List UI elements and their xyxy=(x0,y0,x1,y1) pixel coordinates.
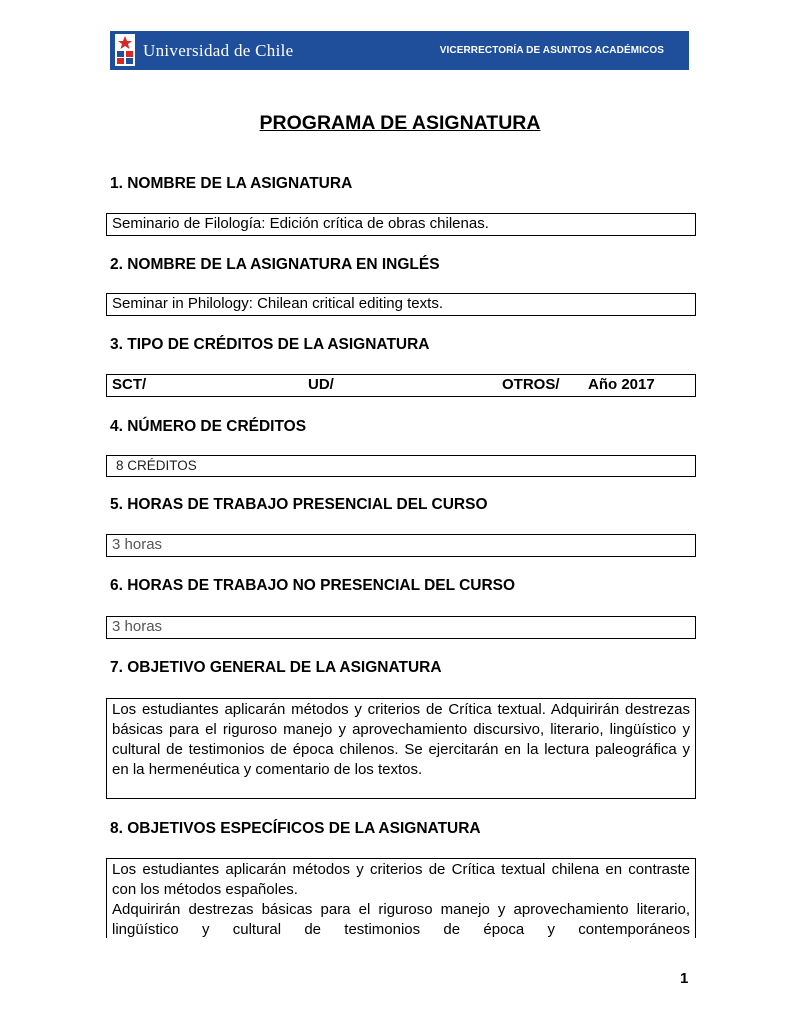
document-title: PROGRAMA DE ASIGNATURA xyxy=(259,112,541,134)
section-2-heading: 2. NOMBRE DE LA ASIGNATURA EN INGLÉS xyxy=(110,256,440,273)
institution-header-banner xyxy=(110,31,689,70)
section-7-heading: 7. OBJETIVO GENERAL DE LA ASIGNATURA xyxy=(110,659,442,676)
section-5-box xyxy=(106,534,696,557)
specific-objectives-paragraph-1: Los estudiantes aplicarán métodos y criterios de Crítica textual chilena en contraste con los métodos españoles. xyxy=(112,861,690,898)
section-4-box xyxy=(106,455,696,477)
ud-label: UD/ xyxy=(308,376,334,393)
vicerrectoria-label: VICERRECTORÍA DE ASUNTOS ACADÉMICOS xyxy=(439,45,664,56)
year-label: Año 2017 xyxy=(588,376,655,393)
section-3-heading: 3. TIPO DE CRÉDITOS DE LA ASIGNATURA xyxy=(110,336,430,353)
general-objective-text: Los estudiantes aplicarán métodos y criterios de Crítica textual. Adquirirán destrezas básicas para el riguroso manejo y aprovechamiento discursivo, literario, lingüístico y cultural de testimonios de época chilenos. Se ejercitarán en la lectura paleográfica y en la hermenéutica y comentario de los textos. xyxy=(112,701,690,778)
course-name-value: Seminario de Filología: Edición crítica de obras chilenas. xyxy=(112,215,489,232)
section-7-box xyxy=(106,698,696,799)
course-name-english-value: Seminar in Philology: Chilean critical editing texts. xyxy=(112,295,443,312)
section-5-heading: 5. HORAS DE TRABAJO PRESENCIAL DEL CURSO xyxy=(110,496,488,513)
section-6-heading: 6. HORAS DE TRABAJO NO PRESENCIAL DEL CURSO xyxy=(110,577,516,594)
non-presential-hours-value: 3 horas xyxy=(112,618,163,635)
section-8-box xyxy=(106,858,696,938)
specific-objectives-paragraph-2: Adquirirán destrezas básicas para el riguroso manejo y aprovechamiento literario, lingüístico y cultural de testimonios de época y contemporáneos xyxy=(112,901,690,938)
section-3-box xyxy=(106,374,696,397)
presential-hours-value: 3 horas xyxy=(112,536,163,553)
sct-label: SCT/ xyxy=(112,376,147,393)
credits-number-value: 8 CRÉDITOS xyxy=(116,458,197,473)
university-name: Universidad de Chile xyxy=(143,41,294,60)
page-number: 1 xyxy=(680,970,689,987)
university-crest-icon xyxy=(115,34,135,66)
otros-label: OTROS/ xyxy=(502,376,560,393)
section-1-heading: 1. NOMBRE DE LA ASIGNATURA xyxy=(110,175,353,192)
section-4-heading: 4. NÚMERO DE CRÉDITOS xyxy=(110,418,307,435)
section-2-box xyxy=(106,293,696,316)
section-1-box xyxy=(106,213,696,236)
credit-types-row xyxy=(112,375,690,395)
section-8-heading: 8. OBJETIVOS ESPECÍFICOS DE LA ASIGNATURA xyxy=(110,820,481,837)
section-6-box xyxy=(106,616,696,639)
